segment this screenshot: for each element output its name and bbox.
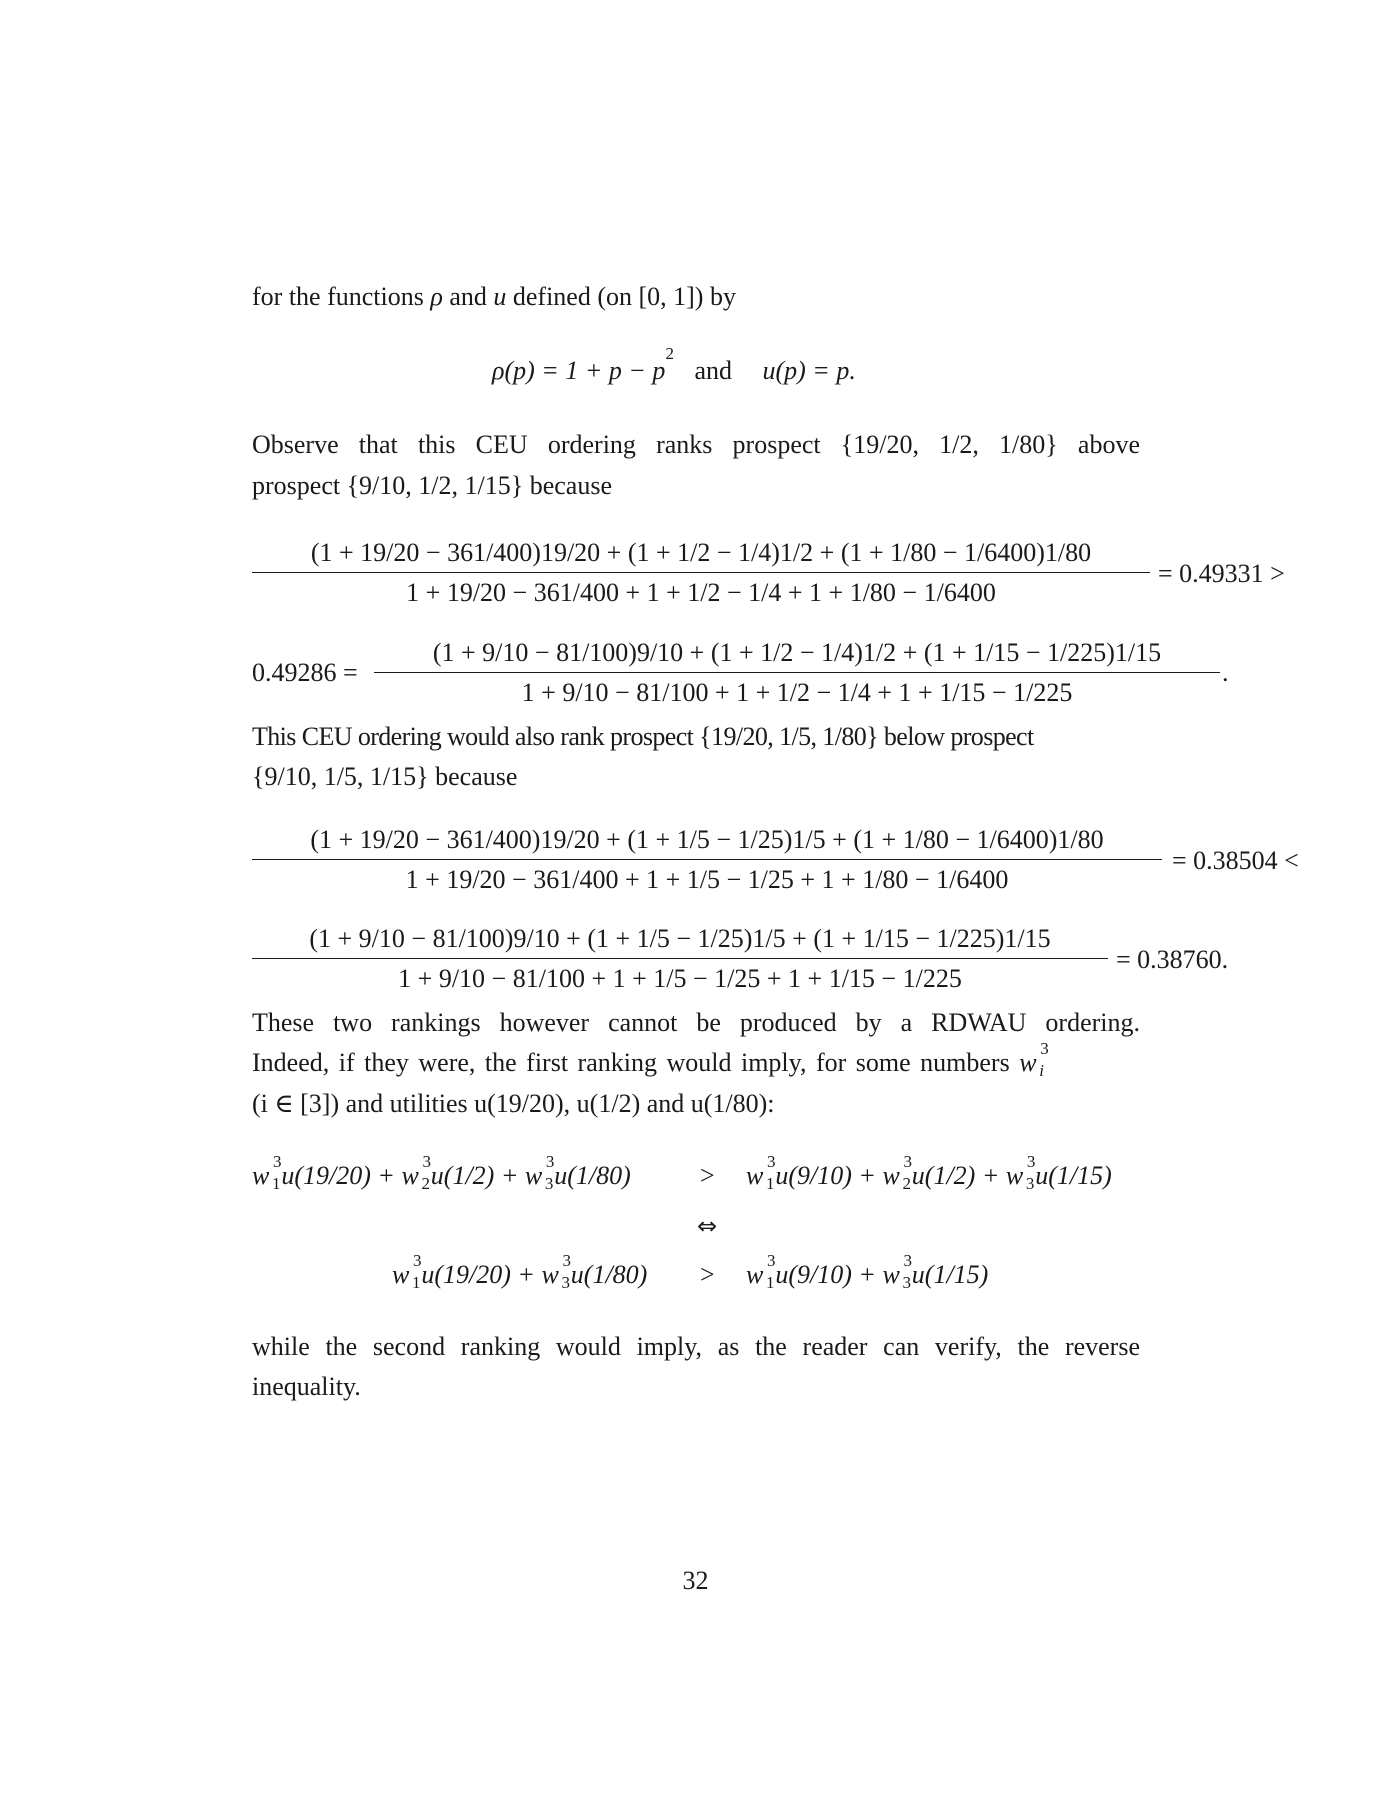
fraction-4 (252, 926, 1108, 992)
w-symbol (541, 1251, 571, 1292)
w-subscript: 1 (412, 1273, 421, 1292)
fraction-1 (252, 540, 1150, 606)
w-superscript: 3 (903, 1251, 912, 1270)
w-symbol (392, 1251, 422, 1292)
w-superscript: 3 (422, 1152, 431, 1171)
w-subscript: 1 (766, 1273, 775, 1292)
w-symbol (1005, 1152, 1036, 1193)
equivalence-symbol: ⇔ (697, 1212, 718, 1240)
fraction-4-numerator: (1 + 9/10 − 81/100)9/10 + (1 + 1/5 − 1/25)1/5 + (1 + 1/15 − 1/225)1/15 (309, 924, 1051, 953)
fraction-4-result: = 0.38760. (1116, 945, 1229, 974)
fraction-2 (374, 640, 1220, 706)
fraction-2-suffix: . (1222, 658, 1229, 687)
w-base: w (252, 1161, 270, 1190)
fraction-bar (374, 672, 1220, 673)
term: u(9/10) + (775, 1161, 883, 1190)
w-base: w (746, 1161, 764, 1190)
term: u(19/20) + (281, 1161, 402, 1190)
fraction-3 (252, 827, 1162, 893)
fraction-1-result: = 0.49331 > (1158, 559, 1285, 588)
exponent: 2 (665, 344, 674, 364)
w-subscript: 3 (561, 1273, 570, 1292)
w-symbol (882, 1152, 912, 1193)
para3-line1: These two rankings however cannot be produced by a RDWAU ordering. (252, 1008, 1140, 1037)
u-symbol: u (493, 282, 507, 311)
fraction-bar (252, 572, 1150, 573)
w-symbol (1019, 1039, 1049, 1080)
w-superscript: 3 (413, 1251, 422, 1270)
w-superscript: 3 (1040, 1039, 1049, 1058)
inequality-relation-2: > (700, 1260, 715, 1289)
w-base: w (882, 1260, 900, 1289)
w-symbol (524, 1152, 555, 1193)
term: u(1/80) (570, 1260, 648, 1289)
w-subscript: 1 (766, 1174, 775, 1193)
w-symbol (746, 1251, 776, 1292)
fraction-4-denominator: 1 + 9/10 − 81/100 + 1 + 1/5 − 1/25 + 1 + 1/15 − 1/225 (398, 964, 962, 993)
w-base: w (401, 1161, 419, 1190)
w-superscript: 3 (545, 1152, 555, 1171)
w-base: w (1005, 1161, 1024, 1190)
para3-line3: (i ∈ [3]) and utilities u(19/20), u(1/2) and u(1/80): (252, 1089, 775, 1118)
term: u(1/15) (911, 1260, 989, 1289)
w-base: w (746, 1260, 764, 1289)
fraction-1-numerator: (1 + 19/20 − 361/400)19/20 + (1 + 1/2 − 1/4)1/2 + (1 + 1/80 − 1/6400)1/80 (310, 538, 1092, 567)
fraction-1-denominator: 1 + 19/20 − 361/400 + 1 + 1/2 − 1/4 + 1 + 1/80 − 1/6400 (406, 578, 996, 607)
w-superscript: 3 (767, 1251, 776, 1270)
page-number: 32 (682, 1566, 709, 1595)
term: u(19/20) + (421, 1260, 542, 1289)
para4-line1: while the second ranking would imply, as the reader can verify, the reverse (252, 1332, 1140, 1361)
and-word: and (694, 356, 732, 385)
term: u(1/2) + (430, 1161, 525, 1190)
term: u(1/15) (1035, 1161, 1112, 1190)
intro-text-a: for the functions (252, 282, 431, 311)
u-definition: u(p) = p. (762, 356, 856, 385)
term: u(9/10) + (775, 1260, 883, 1289)
inequality-relation-1: > (700, 1161, 715, 1190)
para4-line2: inequality. (252, 1372, 361, 1401)
rho-symbol: ρ (430, 282, 443, 311)
para3-line2-text: Indeed, if they were, the first ranking would imply, for some numbers (252, 1048, 1020, 1077)
w-symbol (401, 1152, 431, 1193)
w-symbol (746, 1152, 776, 1193)
w-base: w (882, 1161, 900, 1190)
w-symbol (252, 1152, 282, 1193)
w-subscript: 3 (544, 1174, 554, 1193)
w-superscript: 3 (562, 1251, 571, 1270)
w-superscript: 3 (767, 1152, 776, 1171)
intro-line (252, 284, 736, 310)
intro-text-c: defined (on [0, 1]) by (506, 282, 736, 311)
fraction-2-denominator: 1 + 9/10 − 81/100 + 1 + 1/2 − 1/4 + 1 + 1/15 − 1/225 (521, 678, 1073, 707)
fraction-3-denominator: 1 + 19/20 − 361/400 + 1 + 1/5 − 1/25 + 1 + 1/80 − 1/6400 (405, 865, 1009, 894)
w-base: w (392, 1260, 410, 1289)
w-superscript: 3 (1026, 1152, 1036, 1171)
fraction-bar (252, 859, 1162, 860)
fraction-3-result: = 0.38504 < (1172, 846, 1299, 875)
para1-line1: Observe that this CEU ordering ranks prospect {19/20, 1/2, 1/80} above (252, 430, 1140, 459)
fraction-2-prefix: 0.49286 = (252, 658, 358, 687)
w-symbol (882, 1251, 912, 1292)
w-subscript: 2 (902, 1174, 911, 1193)
inequality-row-2-lhs (392, 1251, 648, 1292)
w-subscript: 3 (1025, 1174, 1035, 1193)
definition-equation (492, 344, 856, 385)
rho-definition: ρ(p) = 1 + p − p (492, 356, 666, 385)
w-superscript: 3 (903, 1152, 912, 1171)
inequality-row-1-lhs (252, 1152, 631, 1193)
w-base: w (541, 1260, 559, 1289)
term: u(1/2) + (911, 1161, 1006, 1190)
fraction-3-numerator: (1 + 19/20 − 361/400)19/20 + (1 + 1/5 − 1/25)1/5 + (1 + 1/80 − 1/6400)1/80 (310, 825, 1104, 854)
para1-line2: prospect {9/10, 1/2, 1/15} because (252, 471, 612, 500)
fraction-bar (252, 958, 1108, 959)
para3-line2 (252, 1039, 1140, 1080)
term: u(1/80) (554, 1161, 631, 1190)
intro-text-b: and (442, 282, 494, 311)
para2-line1: This CEU ordering would also rank prospect {19/20, 1/5, 1/80} below prospect (252, 722, 1034, 751)
w-base: w (524, 1161, 543, 1190)
w-subscript: 1 (272, 1174, 281, 1193)
w-subscript: i (1039, 1061, 1044, 1080)
inequality-row-1-rhs (746, 1152, 1112, 1193)
w-subscript: 3 (902, 1273, 911, 1292)
inequality-row-2-rhs (746, 1251, 989, 1292)
w-base: w (1019, 1048, 1037, 1077)
fraction-2-numerator: (1 + 9/10 − 81/100)9/10 + (1 + 1/2 − 1/4)1/2 + (1 + 1/15 − 1/225)1/15 (432, 638, 1162, 667)
w-subscript: 2 (421, 1174, 430, 1193)
w-superscript: 3 (273, 1152, 282, 1171)
para2-line2: {9/10, 1/5, 1/15} because (252, 762, 518, 791)
